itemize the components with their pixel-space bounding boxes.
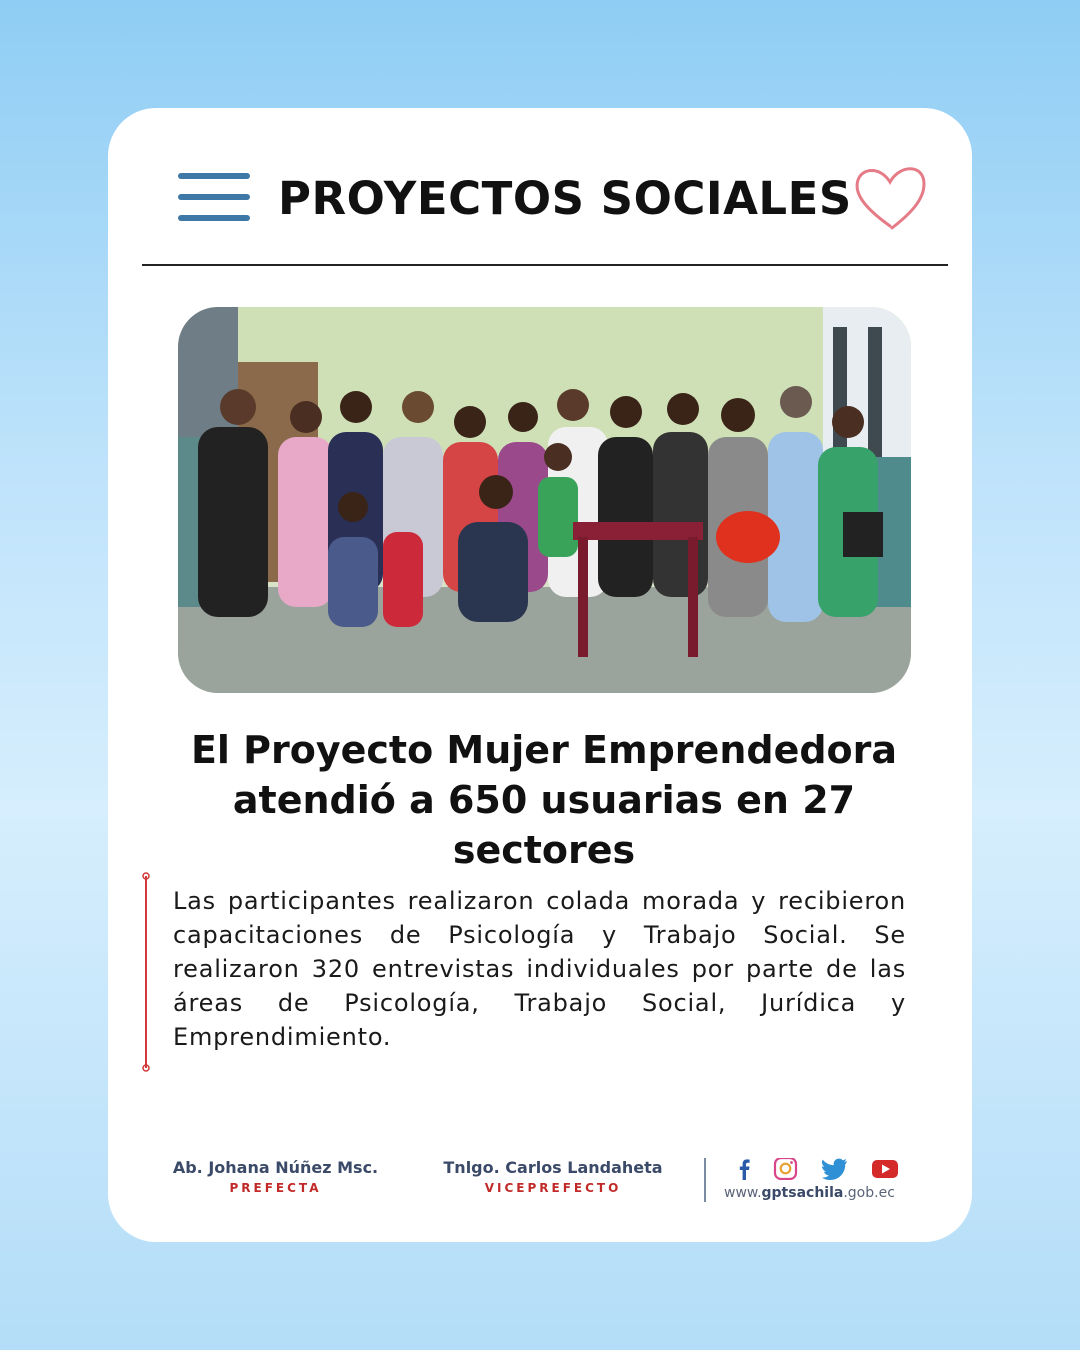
prefecta-signature bbox=[168, 1158, 383, 1195]
prefecta-name: Ab. Johana Núñez Msc. bbox=[172, 1158, 379, 1177]
post-card bbox=[108, 108, 972, 1242]
viceprefecto-role: VICEPREFECTO bbox=[484, 1181, 622, 1195]
website-link[interactable] bbox=[724, 1185, 895, 1201]
website-domain: gptsachila bbox=[761, 1185, 844, 1201]
website-suffix: .gob.ec bbox=[843, 1185, 895, 1201]
instagram-icon[interactable] bbox=[772, 1158, 798, 1180]
header-divider bbox=[142, 264, 948, 266]
group-photo bbox=[178, 307, 911, 693]
social-links bbox=[732, 1158, 912, 1180]
viceprefecto-signature bbox=[438, 1158, 668, 1195]
accent-line bbox=[141, 872, 151, 1072]
youtube-icon[interactable] bbox=[872, 1158, 898, 1180]
twitter-icon[interactable] bbox=[822, 1158, 848, 1180]
heart-icon bbox=[852, 162, 928, 232]
viceprefecto-name: Tnlgo. Carlos Landaheta bbox=[443, 1158, 663, 1177]
footer-divider bbox=[704, 1158, 706, 1202]
facebook-icon[interactable] bbox=[732, 1158, 758, 1180]
menu-icon[interactable] bbox=[178, 173, 250, 223]
body-paragraph: Las participantes realizaron colada morada y recibieron capacitaciones de Psicología y Trabajo Social. Se realizaron 320 entrevistas individuales por parte de las áreas de Psicología, Trabajo Social, Jurídica y Emprendimiento. bbox=[173, 887, 906, 1051]
website-prefix: www. bbox=[724, 1185, 762, 1201]
headline: El Proyecto Mujer Emprendedora atendió a 650 usuarias en 27 sectores bbox=[190, 728, 898, 872]
prefecta-role: PREFECTA bbox=[229, 1181, 322, 1195]
page-title: PROYECTOS SOCIALES bbox=[278, 172, 852, 225]
